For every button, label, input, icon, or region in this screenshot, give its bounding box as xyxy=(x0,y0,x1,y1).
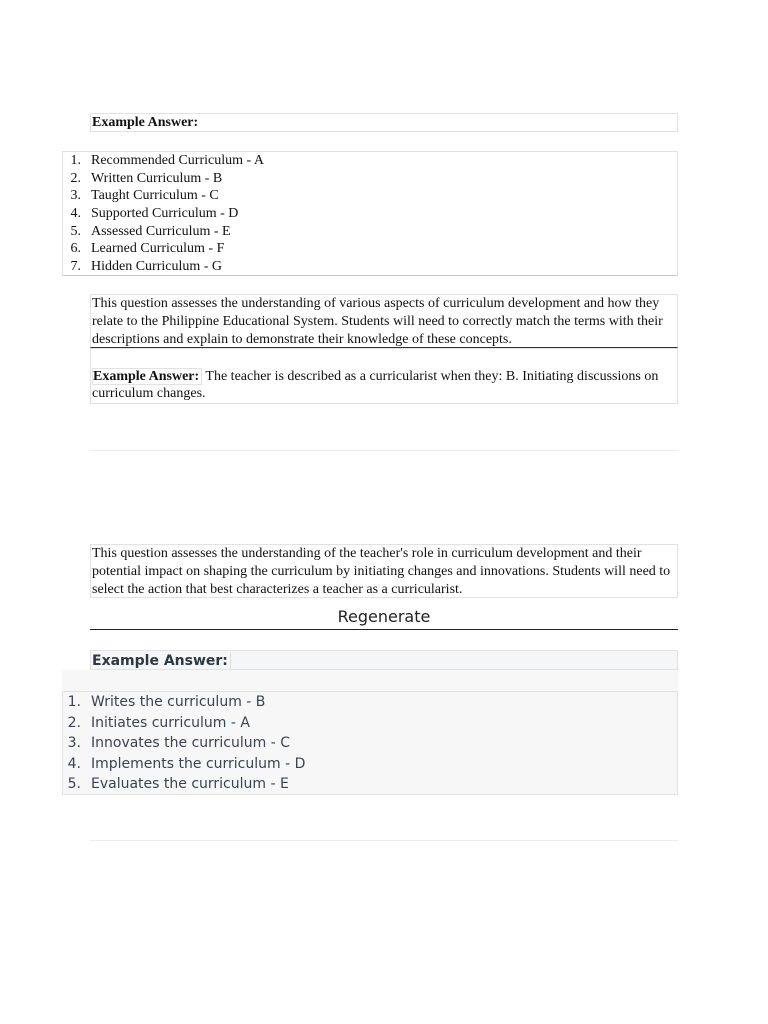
list-item-number: 1. xyxy=(70,153,81,168)
list-item-text: Innovates the curriculum - C xyxy=(91,735,291,751)
spacer-band xyxy=(62,670,678,691)
list-item xyxy=(63,152,677,170)
list-item-text: Written Curriculum - B xyxy=(91,170,223,186)
divider xyxy=(90,840,678,841)
example-answer-label: Example Answer: xyxy=(92,653,231,669)
list-item xyxy=(63,713,677,734)
list-item-number: 7. xyxy=(70,259,81,275)
list-item-text: Writes the curriculum - B xyxy=(91,694,266,710)
answer-list-3 xyxy=(62,691,678,795)
list-item-text: Recommended Curriculum - A xyxy=(91,153,265,168)
explanation-paragraph-2: This question assesses the understanding of the teacher's role in curriculum development and their potential impact on shaping the curriculum by initiating changes and innovations. Students will need to select the action that best characterizes a teacher as a curricularist. xyxy=(90,544,678,598)
example-answer-block-2 xyxy=(90,348,678,404)
example-answer-label: Example Answer: xyxy=(92,115,199,130)
list-item-number: 4. xyxy=(67,755,81,772)
list-item-number: 3. xyxy=(67,735,81,751)
example-answer-label: Example Answer: xyxy=(92,368,202,385)
example-answer-text: The teacher is described as a curricularist when they: B. Initiating discussions on curriculum changes. xyxy=(92,369,659,401)
list-item-text: Hidden Curriculum - G xyxy=(91,259,223,275)
answer-list-1 xyxy=(62,151,678,276)
list-item-text: Implements the curriculum - D xyxy=(91,755,306,772)
list-item xyxy=(63,774,677,795)
list-item-number: 1. xyxy=(67,694,81,710)
list-item-text: Taught Curriculum - C xyxy=(91,188,219,204)
list-item-number: 4. xyxy=(70,206,81,222)
list-item xyxy=(63,240,677,258)
list-item-text: Learned Curriculum - F xyxy=(91,241,225,257)
example-answer-header-1 xyxy=(90,113,678,132)
explanation-paragraph-1: This question assesses the understanding of various aspects of curriculum development and how they relate to the Philippine Educational System. Students will need to correctly match the terms with their descriptions and explain to demonstrate their knowledge of these concepts. xyxy=(90,294,678,348)
list-item xyxy=(63,170,677,188)
list-item-number: 3. xyxy=(70,188,81,204)
example-answer-header-3 xyxy=(90,650,678,670)
list-item-text: Evaluates the curriculum - E xyxy=(91,776,289,792)
list-item-number: 2. xyxy=(70,170,81,186)
list-item xyxy=(63,223,677,241)
list-item xyxy=(63,692,677,713)
list-item-text: Assessed Curriculum - E xyxy=(91,223,231,239)
divider xyxy=(90,450,678,451)
list-item xyxy=(63,733,677,754)
list-item-number: 6. xyxy=(70,241,81,257)
list-item xyxy=(63,258,677,276)
list-item xyxy=(63,205,677,223)
list-item-number: 5. xyxy=(70,223,81,239)
list-item-number: 5. xyxy=(67,776,81,792)
list-item-number: 2. xyxy=(67,714,81,731)
list-item-text: Supported Curriculum - D xyxy=(91,206,239,222)
list-item xyxy=(63,754,677,775)
regenerate-button[interactable]: Regenerate xyxy=(90,604,678,630)
list-item xyxy=(63,187,677,205)
list-item-text: Initiates curriculum - A xyxy=(91,714,250,731)
